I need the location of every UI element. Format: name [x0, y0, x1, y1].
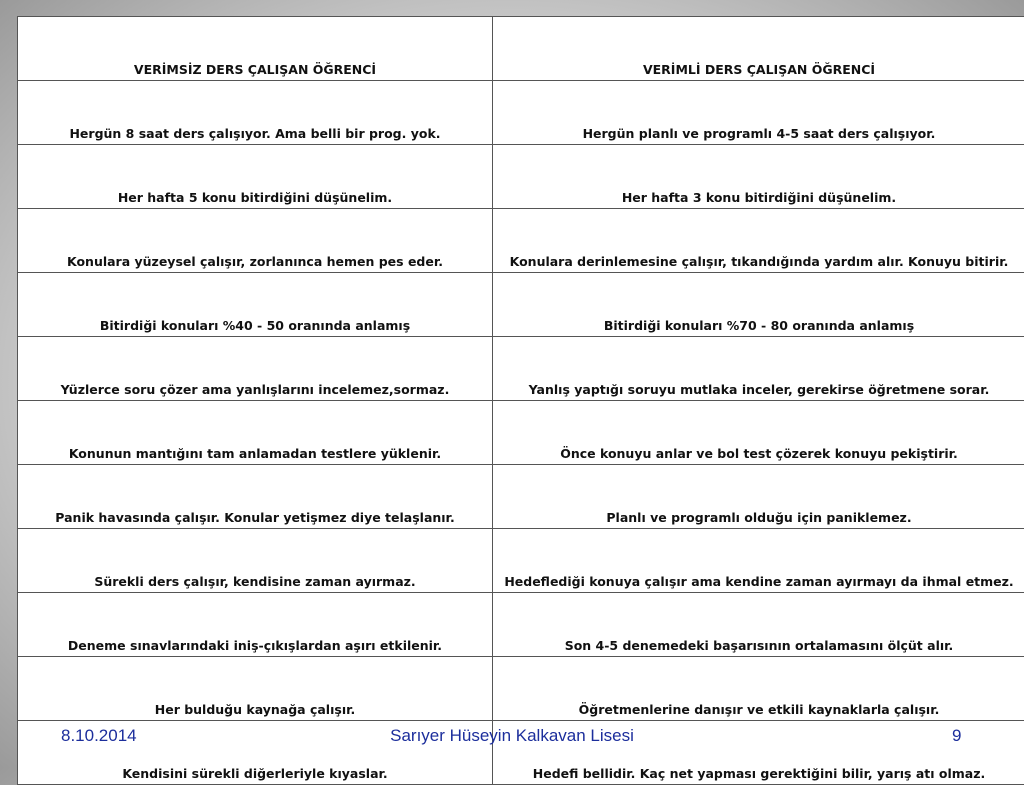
footer-school-name: Sarıyer Hüseyin Kalkavan Lisesi — [0, 726, 1024, 748]
table-row — [18, 81, 1024, 145]
cell-efficient: Öğretmenlerine danışır ve etkili kaynaklarla çalışır. — [493, 657, 1024, 721]
cell-efficient: Yanlış yaptığı soruyu mutlaka inceler, gerekirse öğretmene sorar. — [493, 337, 1024, 401]
footer-date: 8.10.2014 — [61, 726, 137, 748]
table-row — [18, 465, 1024, 529]
table-row — [18, 209, 1024, 273]
cell-efficient: Hedefi bellidir. Kaç net yapması gerektiğini bilir, yarış atı olmaz. — [493, 721, 1024, 785]
cell-efficient: Hedeflediği konuya çalışır ama kendine zaman ayırmayı da ihmal etmez. — [493, 529, 1024, 593]
header-inefficient: VERİMSİZ DERS ÇALIŞAN ÖĞRENCİ — [18, 17, 493, 81]
cell-inefficient: Her hafta 5 konu bitirdiğini düşünelim. — [18, 145, 493, 209]
table-row — [18, 593, 1024, 657]
table-header-row — [18, 17, 1024, 81]
table-row — [18, 145, 1024, 209]
cell-efficient: Konulara derinlemesine çalışır, tıkandığında yardım alır. Konuyu bitirir. — [493, 209, 1024, 273]
header-efficient: VERİMLİ DERS ÇALIŞAN ÖĞRENCİ — [493, 17, 1024, 81]
cell-inefficient: Panik havasında çalışır. Konular yetişmez diye telaşlanır. — [18, 465, 493, 529]
table-row — [18, 337, 1024, 401]
cell-inefficient: Konulara yüzeysel çalışır, zorlanınca hemen pes eder. — [18, 209, 493, 273]
cell-efficient: Önce konuyu anlar ve bol test çözerek konuyu pekiştirir. — [493, 401, 1024, 465]
cell-inefficient: Sürekli ders çalışır, kendisine zaman ayırmaz. — [18, 529, 493, 593]
cell-inefficient: Konunun mantığını tam anlamadan testlere yüklenir. — [18, 401, 493, 465]
cell-efficient: Hergün planlı ve programlı 4-5 saat ders çalışıyor. — [493, 81, 1024, 145]
cell-inefficient: Deneme sınavlarındaki iniş-çıkışlardan aşırı etkilenir. — [18, 593, 493, 657]
cell-inefficient: Bitirdiği konuları %40 - 50 oranında anlamış — [18, 273, 493, 337]
cell-inefficient: Yüzlerce soru çözer ama yanlışlarını incelemez,sormaz. — [18, 337, 493, 401]
comparison-table — [17, 16, 1024, 785]
table-row — [18, 529, 1024, 593]
table-row — [18, 401, 1024, 465]
footer-page-number: 9 — [952, 726, 961, 748]
cell-inefficient: Her bulduğu kaynağa çalışır. — [18, 657, 493, 721]
table-row — [18, 273, 1024, 337]
cell-efficient: Son 4-5 denemedeki başarısının ortalamasını ölçüt alır. — [493, 593, 1024, 657]
table-row — [18, 657, 1024, 721]
cell-efficient: Her hafta 3 konu bitirdiğini düşünelim. — [493, 145, 1024, 209]
cell-efficient: Bitirdiği konuları %70 - 80 oranında anlamış — [493, 273, 1024, 337]
cell-inefficient: Hergün 8 saat ders çalışıyor. Ama belli bir prog. yok. — [18, 81, 493, 145]
cell-inefficient: Kendisini sürekli diğerleriyle kıyaslar. — [18, 721, 493, 785]
cell-efficient: Planlı ve programlı olduğu için paniklemez. — [493, 465, 1024, 529]
